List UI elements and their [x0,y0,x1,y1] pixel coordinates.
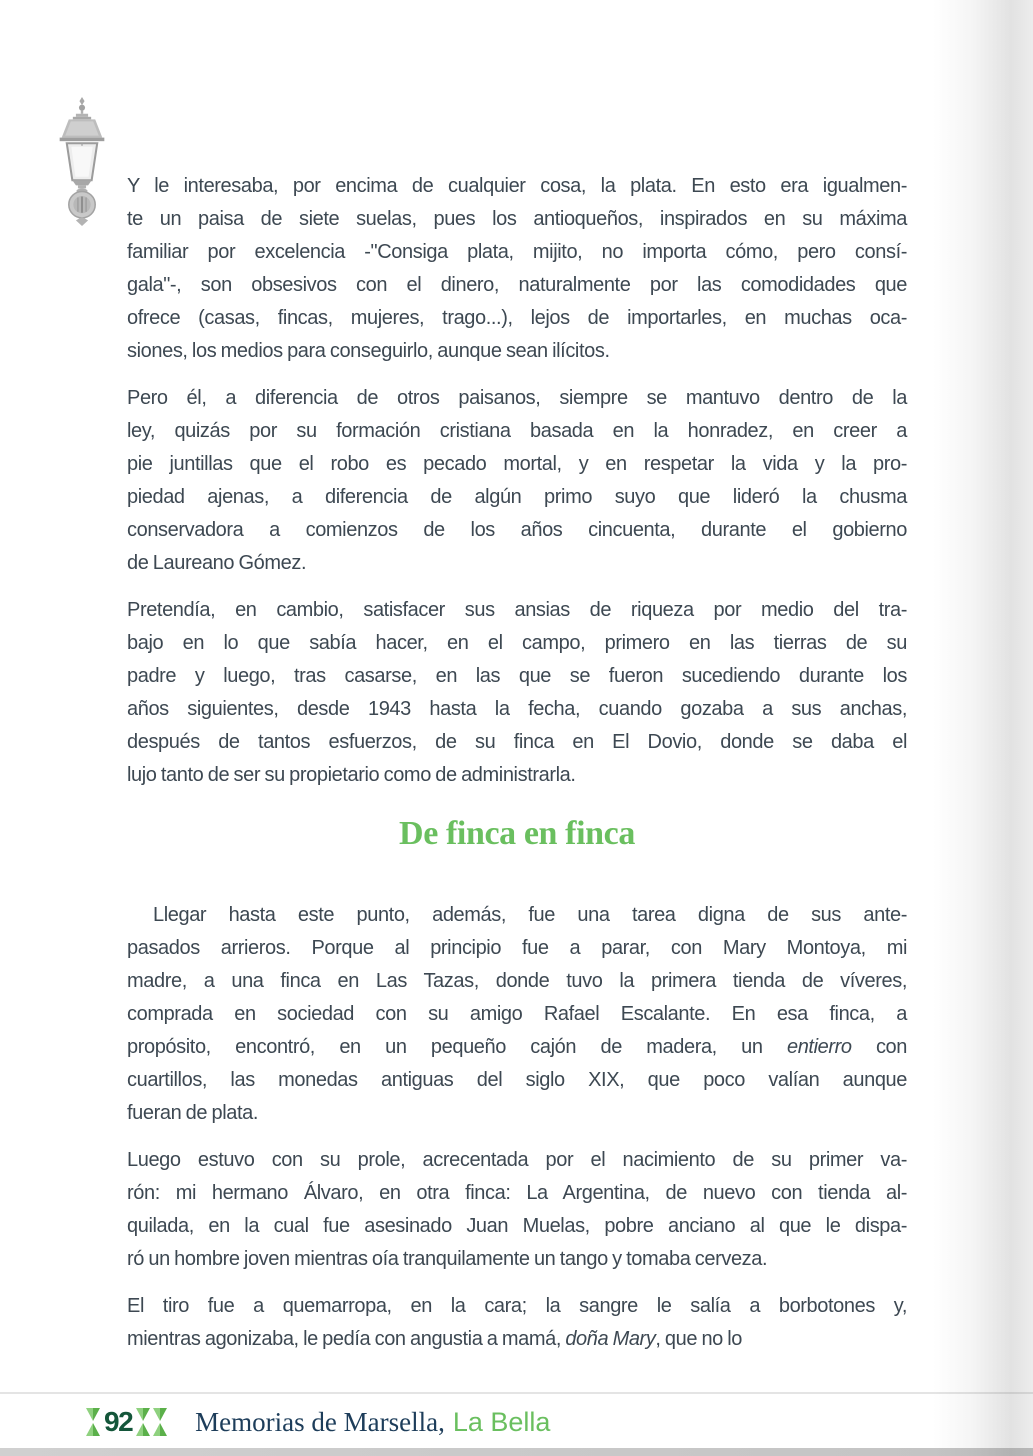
text-line: pie juntillas que el robo es pecado mortal, y en respetar la vida y la pro- [127,453,907,475]
text-line: Pretendía, en cambio, satisfacer sus ansias de riqueza por medio del tra- [127,599,907,621]
text-line: de Laureano Gómez. [127,552,307,574]
text-line: Luego estuvo con su prole, acrecentada por el nacimiento de su primer va- [127,1149,907,1171]
text-line: después de tantos esfuerzos, de su finca en El Dovio, donde se daba el [127,731,907,753]
book-title-sub: La Bella [452,1406,551,1437]
page-body [127,170,907,1370]
page-edge-shadow [933,0,1033,1456]
hourglass-ornament-icon [136,1408,150,1436]
text-line: rón: mi hermano Álvaro, en otra finca: La Argentina, de nuevo con tienda al- [127,1182,907,1204]
footer-divider [0,1392,1033,1394]
text-line: conservadora a comienzos de los años cincuenta, durante el gobierno [127,519,907,541]
text-line: piedad ajenas, a diferencia de algún primo suyo que lideró la chusma [127,486,907,508]
text-line: ofrece (casas, fincas, mujeres, trago...), lejos de importarles, en muchas oca- [127,307,907,329]
page-number: 92 [104,1406,133,1437]
hourglass-ornament-icon [153,1408,167,1436]
text-line: lujo tanto de ser su propietario como de administrarla. [127,764,576,786]
body-text-bottom [127,899,907,1356]
text-line: familiar por excelencia -"Consiga plata, mijito, no importa cómo, pero consí- [127,241,907,263]
text-line: años siguientes, desde 1943 hasta la fecha, cuando gozaba a sus anchas, [127,698,907,720]
body-text-top [127,170,907,792]
text-line: siones, los medios para conseguirlo, aunque sean ilícitos. [127,340,610,362]
text-line: fueran de plata. [127,1102,258,1124]
bottom-edge-bar [0,1448,1033,1456]
wall-lantern-icon [57,97,107,227]
paragraph [127,594,907,792]
text-line: El tiro fue a quemarropa, en la cara; la sangre le salía a borbotones y, [127,1295,907,1317]
text-line: Y le interesaba, por encima de cualquier cosa, la plata. En esto era igualmen- [127,175,907,197]
text-line: bajo en lo que sabía hacer, en el campo, primero en las tierras de su [127,632,907,654]
text-line: quilada, en la cual fue asesinado Juan Muelas, pobre anciano al que le dispa- [127,1215,907,1237]
text-line: cuartillos, las monedas antiguas del siglo XIX, que poco valían aunque [127,1069,907,1091]
book-title [195,1407,550,1438]
text-line: ró un hombre joven mientras oía tranquilamente un tango y tomaba cerveza. [127,1248,768,1270]
text-line: propósito, encontró, en un pequeño cajón de madera, un entierro con [127,1036,908,1058]
paragraph [127,1290,907,1356]
paragraph [127,899,907,1130]
text-line: ley, quizás por su formación cristiana basada en la honradez, en creer a [127,420,907,442]
section-heading: De finca en finca [399,815,635,852]
text-line: te un paisa de siete suelas, pues los antioqueños, inspirados en su máxima [127,208,907,230]
text-line: Llegar hasta este punto, además, fue una tarea digna de sus ante- [153,904,907,926]
text-line: pasados arrieros. Porque al principio fue a parar, con Mary Montoya, mi [127,937,907,959]
paragraph [127,170,907,368]
text-line: padre y luego, tras casarse, en las que se fueron sucediendo durante los [127,665,907,687]
book-title-main: Memorias de Marsella, [195,1406,445,1437]
text-line: madre, a una finca en Las Tazas, donde tuvo la primera tienda de víveres, [127,970,907,992]
text-line: comprada en sociedad con su amigo Rafael Escalante. En esa finca, a [127,1003,907,1025]
hourglass-ornament-icon [86,1408,100,1436]
paragraph [127,1144,907,1276]
page-footer [86,1404,550,1440]
text-line: mientras agonizaba, le pedía con angustia a mamá, doña Mary, que no lo [127,1328,743,1350]
text-line: Pero él, a diferencia de otros paisanos, siempre se mantuvo dentro de la [127,387,907,409]
paragraph [127,382,907,580]
text-line: gala"-, son obsesivos con el dinero, naturalmente por las comodidades que [127,274,907,296]
